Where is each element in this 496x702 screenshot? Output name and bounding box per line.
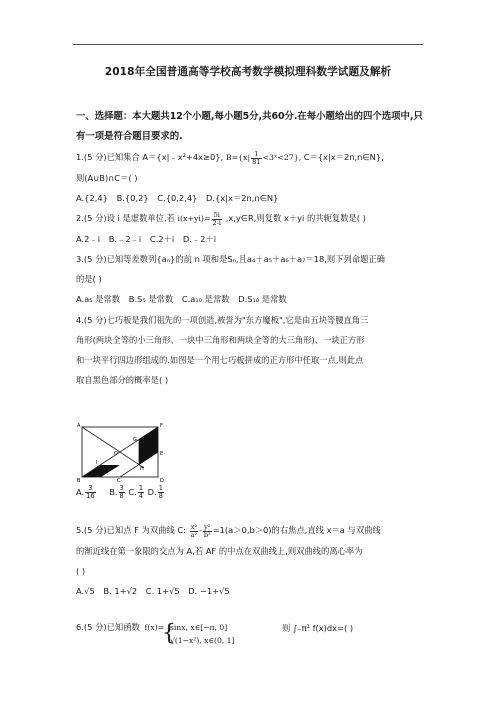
q5-frac-y <box>203 524 212 539</box>
q3-option-a: A.a₅ 是常数 <box>76 294 121 304</box>
q1-option-b: B.{0,2} <box>116 193 149 203</box>
fig-label-h: H <box>140 466 144 472</box>
q5-x2: x² <box>190 522 198 531</box>
q5-minus: - <box>199 526 202 535</box>
q5-frac-x <box>190 524 199 539</box>
q2-option-b: B.﹣2﹣i <box>108 234 142 244</box>
q4-option-b-frac <box>119 485 125 500</box>
header-rule <box>73 44 423 45</box>
q5-stem-a: 5.(5 分)已知点 F 为双曲线 C: <box>76 525 186 535</box>
fig-label-d: D <box>160 478 164 483</box>
fig-label-a: A <box>77 423 81 429</box>
q1-set-b <box>225 149 304 166</box>
question-4 <box>76 310 426 390</box>
q6-piece-2: √(1−x²), x∈(0, 1] <box>170 636 235 645</box>
fig-label-g: G <box>133 437 137 443</box>
q1-option-d: D.{x|x＝2n,n∈N} <box>206 193 279 203</box>
q4-c-num: 1 <box>138 484 144 492</box>
q4-option-c-label: C. <box>128 487 137 497</box>
q2-options <box>76 229 426 249</box>
fig-label-b: B <box>77 478 81 483</box>
q4-d-den: 8 <box>158 492 163 500</box>
q5-line3: ( ) <box>76 566 86 576</box>
q2-stem-a: 2.(5 分)设 i 是虚数单位,若 <box>76 213 175 223</box>
q1-option-c: C.{0,2,4} <box>157 193 198 203</box>
tangram-svg <box>76 421 178 483</box>
q5-stem-b: =1(a＞0,b＞0)的右焦点,直线 x＝a 与双曲线 <box>212 525 381 535</box>
q5-option-b: B. 1+√2 <box>103 586 138 596</box>
question-5 <box>76 520 426 601</box>
fig-label-o: O <box>114 451 118 457</box>
q6-fx: f(x)= <box>144 623 165 632</box>
q4-line2: 角形(两块全等的小三角形、一块中三角形和两块全等的大三角形)、一块正方形 <box>76 335 365 345</box>
q1-line2: 则(A∪B)∩C＝( ) <box>76 173 138 183</box>
q4-option-c-frac <box>138 485 144 500</box>
section-heading: 一、选择题：本大题共12个小题,每小题5分,共60分.在每小题给出的四个选项中,只有一项是符合题目要求的. <box>76 111 423 142</box>
q4-options <box>76 485 165 500</box>
q6-stem: 6.(5 分)已知函数 <box>76 622 140 632</box>
q5-a2: a² <box>190 530 198 539</box>
q2-stem-b: ,x,y∈R,则复数 x＋yi 的共轭复数是( ) <box>225 213 366 223</box>
q5-b2: b² <box>203 530 211 539</box>
q5-option-c: C. 1+√5 <box>145 586 180 596</box>
question-1 <box>76 147 426 208</box>
fig-label-f: F <box>160 423 163 429</box>
q4-a-den: 16 <box>86 492 95 500</box>
q2-expr: i(x+yi)= <box>177 214 211 223</box>
q1-frac-numerator: 1 <box>251 151 261 159</box>
q4-option-d-frac <box>158 485 164 500</box>
q2-equation <box>177 210 224 227</box>
question-3 <box>76 249 426 309</box>
q1-frac-denominator: 81 <box>252 157 261 166</box>
q5-option-a: A.√5 <box>76 586 95 596</box>
q1-option-a: A.{2,4} <box>76 193 108 203</box>
q4-option-b-label: B. <box>109 487 118 497</box>
q2-frac-numerator: 5i <box>212 212 223 220</box>
q1-stem-c: C＝{x|x＝2n,n∈N}, <box>303 152 384 162</box>
q5-options <box>76 581 426 601</box>
q1-set-b-suffix: <3ˣ<27}, <box>262 153 302 162</box>
q3-line1: 3.(5 分)已知等差数列{aₙ}的前 n 项和是Sₙ,且a₄＋a₅＋a₆＋a₇＝18,则下列命题正确 <box>76 254 385 264</box>
q1-options <box>76 188 426 208</box>
q4-b-den: 8 <box>119 492 124 500</box>
q1-stem-a: 1.(5 分)已知集合 A＝{x|﹣x²+4x≥0}, <box>76 152 224 162</box>
q4-a-num: 3 <box>85 485 95 493</box>
q6-then: 则 ∫₋π¹ f(x)dx=( ) <box>282 623 354 633</box>
q2-frac-denominator: 2-i <box>212 218 222 227</box>
q5-y2: y² <box>204 522 211 531</box>
q5-line2: 的渐近线在第一象限的交点为 A,若 AF 的中点在双曲线上,则双曲线的离心率为 <box>76 546 363 556</box>
fig-label-i: I <box>96 460 98 466</box>
q1-fraction <box>251 151 261 166</box>
q5-equation <box>189 522 213 539</box>
q6-piece-1: sinx, x∈[−π, 0] <box>170 623 228 632</box>
q3-options <box>76 289 426 309</box>
q1-set-b-prefix: B={x| <box>225 153 251 162</box>
q4-line4: 取自黑色部分的概率是( ) <box>76 375 169 385</box>
question-2 <box>76 208 426 249</box>
q3-line2: 的是( ) <box>76 274 102 284</box>
q6-brace: { <box>162 621 176 646</box>
document-title: 2018年全国普通高等学校高考数学模拟理科数学试题及解析 <box>104 66 392 78</box>
q4-line3: 和一块平行四边形组成的.如图是一个用七巧板拼成的正方形中任取一点,则此点 <box>76 355 364 365</box>
fig-label-e: E <box>160 451 164 457</box>
fig-label-c: C <box>117 478 121 483</box>
q5-option-d: D. −1+√5 <box>188 586 230 596</box>
tangram-line-ao <box>82 427 120 452</box>
q4-b-num: 3 <box>119 484 124 492</box>
q6-piecewise <box>162 621 235 647</box>
q2-option-a: A.2﹣i <box>76 234 101 244</box>
q4-option-a-frac <box>85 485 95 500</box>
q2-option-c: C.2＋i <box>149 234 175 244</box>
tangram-figure <box>76 421 178 483</box>
q3-option-c: C.a₁₀ 是常数 <box>181 294 230 304</box>
q4-d-num: 1 <box>158 484 163 492</box>
q4-option-d-label: D. <box>147 487 157 497</box>
q3-option-b: B.S₅ 是常数 <box>128 294 174 304</box>
tangram-black-triangle <box>139 427 158 465</box>
q3-option-d: D.S₁₀ 是常数 <box>238 294 287 304</box>
q4-line1: 4.(5 分)七巧板是我们祖先的一项创造,被誉为"东方魔板",它是由五块等腰直角三 <box>76 315 369 325</box>
q2-option-d: D.﹣2＋i <box>182 234 217 244</box>
q4-c-den: 4 <box>138 492 144 500</box>
tangram-black-parallelogram <box>82 465 120 477</box>
q4-option-a-label: A. <box>76 487 85 497</box>
q2-fraction <box>212 212 223 227</box>
